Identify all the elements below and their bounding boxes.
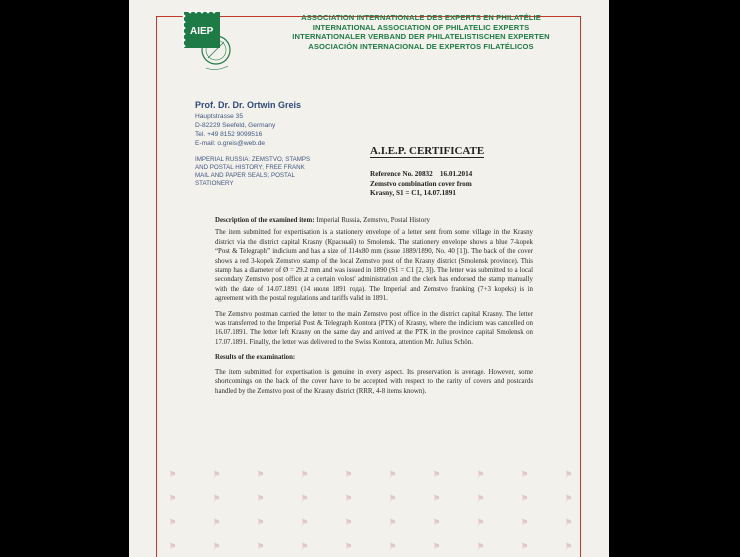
expert-phone: Tel. +49 8152 9099516 [195,131,263,138]
header-line-german: INTERNATIONALER VERBAND DER PHILATELISTISCHEN EXPERTEN [292,32,550,42]
description-paragraph-1: The item submitted for expertisation is a stationery envelope of a letter sent from some village in the Krasny district via the district capital Krasny (Красный) to Smolensk. The stationery envelope shows a blue 7-kopek “Post & Telegraph” indicium and has a size of 114x80 mm (issue 1889/1890, No. 40 [1]). The back of the cover shows a red 3-kopek Zemstvo stamp of the local Zemstvo post of the Krasny district (Smolensk province). This stamp has a diameter of Ø = 29.2 mm and was issued in 1890 (S1 = C1 [2, 3]). The letter was submitted to a local secondary Zemstvo post office at a certain volost' administration and the clerk has endorsed the stamp manually with the date of 14.07.1891 (14 июля 1891 года). The Imperial and Zemstvo franking (7+3 kopeks) is in agreement with the postal regulations and tariffs valid in 1891. [215,229,533,303]
expert-name: Prof. Dr. Dr. Ortwin Greis [195,100,302,110]
watermark-mark: ⚑ [389,518,397,527]
results-paragraph: The item submitted for expertisation is genuine in every aspect. Its preservation is average. However, some shortcomings on the back of the cover have to be accepted with respect to the rarity of covers and postcards handled by the Zemstvo post of the Krasny district (RRR, 4-8 items known). [215,368,533,395]
watermark-mark: ⚑ [169,518,177,527]
watermark-mark: ⚑ [301,518,309,527]
expert-city: D-82229 Seefeld, Germany [195,122,276,129]
expert-street: Hauptstrasse 35 [195,113,244,120]
watermark-mark: ⚑ [521,542,529,551]
watermark-mark: ⚑ [345,494,353,503]
description-label: Description of the examined item: [215,217,315,224]
watermark-mark: ⚑ [257,518,265,527]
watermark-mark: ⚑ [345,470,353,479]
watermark-mark: ⚑ [521,470,529,479]
watermark-mark: ⚑ [433,494,441,503]
expert-email: E-mail: o.greis@web.de [195,140,266,147]
results-heading: Results of the examination: [215,354,296,362]
aiep-logo-icon [182,10,238,74]
watermark-mark: ⚑ [301,494,309,503]
certificate-body [215,216,533,402]
watermark-mark: ⚑ [433,542,441,551]
watermark-mark: ⚑ [213,494,221,503]
watermark-mark: ⚑ [477,494,485,503]
subject-line-1: Zemstvo combination cover from [370,179,472,188]
expert-specialties: IMPERIAL RUSSIA: ZEMSTVO, STAMPS AND POSTAL HISTORY; FREE FRANK MAIL AND PAPER SEALS; POSTAL STATIONERY [195,156,311,187]
header-line-spanish: ASOCIACIÓN INTERNACIONAL DE EXPERTOS FILATÉLICOS [308,41,534,51]
watermark-mark: ⚑ [169,470,177,479]
svg-text:AIEP: AIEP [190,26,214,37]
subject-line-2: Krasny, S1 = C1, 14.07.1891 [370,189,456,197]
watermark-mark: ⚑ [345,518,353,527]
description-heading [215,216,533,225]
watermark-mark: ⚑ [565,470,573,479]
watermark-mark: ⚑ [301,542,309,551]
watermark-mark: ⚑ [521,518,529,527]
description-paragraph-2: The Zemstvo postman carried the letter to the main Zemstvo post office in the district capital Krasny. The letter was transferred to the Imperial Post & Telegraph Kontora (PTK) of Krasny, where the indicium was cancelled on 16.07.1891. The letter left Krasny on the same day and arrived at the PTK in the province capital Smolensk on 17.07.1891. Finally, the letter was delivered to the Swiss Kontora, attention Mr. Julius Schön. [215,310,533,346]
watermark-mark: ⚑ [433,518,441,527]
watermark-mark: ⚑ [389,494,397,503]
watermark-mark: ⚑ [521,494,529,503]
watermark-mark: ⚑ [301,470,309,479]
watermark-mark: ⚑ [213,542,221,551]
certificate-title: A.I.E.P. CERTIFICATE [370,145,485,157]
watermark-mark: ⚑ [389,470,397,479]
watermark-mark: ⚑ [257,542,265,551]
watermark-mark: ⚑ [477,518,485,527]
watermark-mark: ⚑ [257,494,265,503]
description-value: Imperial Russia, Zemstvo, Postal History [316,217,430,224]
header-line-french: ASSOCIATION INTERNATIONALE DES EXPERTS EN PHILATÉLIE [301,13,541,22]
watermark-mark: ⚑ [565,494,573,503]
watermark-mark: ⚑ [477,542,485,551]
reference-number: Reference No. 20832 16.01.2014 [370,170,473,178]
association-header [241,13,601,51]
header-line-english: INTERNATIONAL ASSOCIATION OF PHILATELIC EXPERTS [312,22,530,32]
watermark-mark: ⚑ [433,470,441,479]
watermark-mark: ⚑ [213,518,221,527]
reference-block [370,170,472,199]
expert-contact [195,100,301,148]
watermark-mark: ⚑ [169,542,177,551]
watermark-mark: ⚑ [169,494,177,503]
watermark-mark: ⚑ [345,542,353,551]
watermark-mark: ⚑ [477,470,485,479]
watermark-mark: ⚑ [389,542,397,551]
watermark-mark: ⚑ [257,470,265,479]
certificate-page [129,0,609,557]
watermark-mark: ⚑ [213,470,221,479]
watermark-mark: ⚑ [565,542,573,551]
watermark-mark: ⚑ [565,518,573,527]
